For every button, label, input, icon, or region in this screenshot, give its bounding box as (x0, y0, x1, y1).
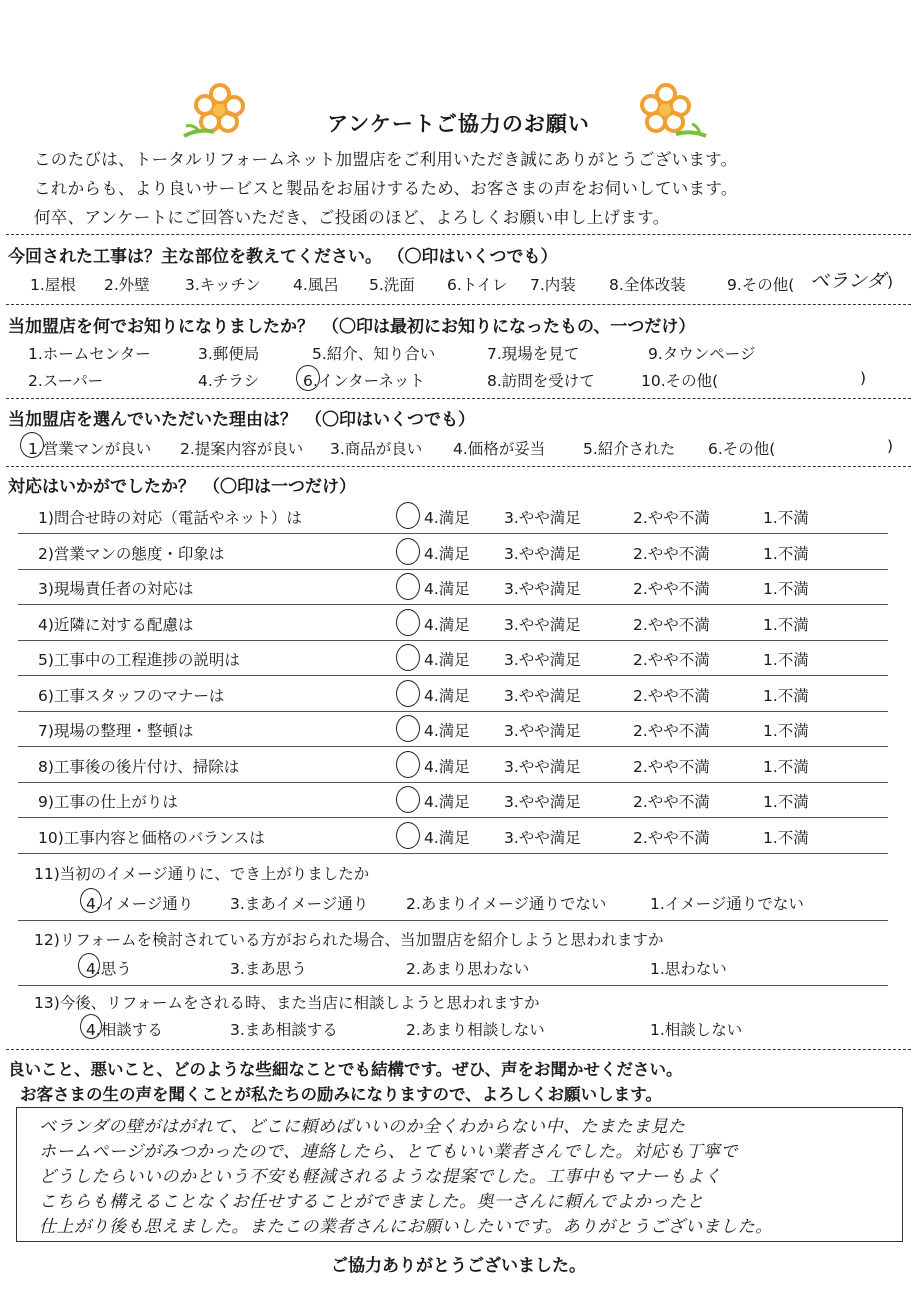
q4-item-1-option-2[interactable]: 2.やや不満 (633, 509, 710, 527)
q4-item-9: 9)工事の仕上がりは (38, 793, 178, 811)
selection-circle (396, 715, 420, 742)
comment-box[interactable] (16, 1107, 903, 1242)
row-divider (18, 711, 888, 712)
q3-other-close: ) (887, 437, 894, 455)
q12-question: 12)リフォームを検討されている方がおられた場合、当加盟店を紹介しようと思われますか (34, 931, 664, 949)
q1-option-roof[interactable]: 1.屋根 (30, 276, 76, 294)
q12-option-2[interactable]: 2.あまり思わない (406, 960, 530, 978)
q1-option-wall[interactable]: 2.外壁 (104, 276, 150, 294)
q4-item-8-option-1[interactable]: 1.不満 (763, 758, 809, 776)
q4-item-1-option-4[interactable]: 4.満足 (424, 509, 470, 527)
q3-option-other[interactable]: 6.その他( (708, 440, 776, 458)
q1-option-bath[interactable]: 4.風呂 (293, 276, 339, 294)
q4-item-7-option-4[interactable]: 4.満足 (424, 722, 470, 740)
comment-line-1: ベランダの壁がはがれて、どこに頼めばいいのか全くわからない中、たまたま見た (39, 1117, 686, 1137)
selection-circle (78, 953, 100, 978)
q4-item-3-option-1[interactable]: 1.不満 (763, 580, 809, 598)
q3-option-salesman[interactable]: 1.営業マンが良い (28, 440, 152, 458)
q4-item-5-option-1[interactable]: 1.不満 (763, 651, 809, 669)
q3-question: 当加盟店を選んでいただいた理由は？ （〇印はいくつでも） (8, 410, 475, 430)
q4-item-10-option-4[interactable]: 4.満足 (424, 829, 470, 847)
q1-option-kitchen[interactable]: 3.キッチン (185, 276, 261, 294)
selection-circle (396, 502, 420, 529)
q4-item-2-option-1[interactable]: 1.不満 (763, 545, 809, 563)
q2-option-home-center[interactable]: 1.ホームセンター (28, 345, 151, 363)
q4-item-7: 7)現場の整理・整頓は (38, 722, 194, 740)
q4-item-6-option-3[interactable]: 3.やや満足 (504, 687, 581, 705)
q1-handwritten-other: ベランダ (810, 270, 886, 292)
q4-question: 対応はいかがでしたか？ （〇印は一つだけ） (8, 477, 356, 497)
q4-item-1-option-3[interactable]: 3.やや満足 (504, 509, 581, 527)
q13-option-4[interactable]: 4.相談する (86, 1021, 163, 1039)
row-divider (18, 985, 888, 986)
selection-circle (396, 644, 420, 671)
q4-item-4-option-4[interactable]: 4.満足 (424, 616, 470, 634)
selection-circle (396, 538, 420, 565)
q4-item-10: 10)工事内容と価格のバランスは (38, 829, 265, 847)
q3-option-referred[interactable]: 5.紹介された (583, 440, 676, 458)
q4-item-5-option-4[interactable]: 4.満足 (424, 651, 470, 669)
q1-option-toilet[interactable]: 6.トイレ (447, 276, 508, 294)
q1-option-other[interactable]: 9.その他( (727, 276, 795, 294)
divider (6, 466, 911, 467)
q2-option-supermarket[interactable]: 2.スーパー (28, 372, 104, 390)
q2-option-other[interactable]: 10.その他( (641, 372, 719, 390)
q2-option-internet[interactable]: 6.インターネット (303, 372, 425, 390)
q2-option-post-office[interactable]: 3.郵便局 (198, 345, 260, 363)
q2-question: 当加盟店を何でお知りになりましたか？ （〇印は最初にお知りになったもの、一つだけ） (8, 317, 696, 337)
q4-item-3-option-3[interactable]: 3.やや満足 (504, 580, 581, 598)
q12-option-4[interactable]: 4.思う (86, 960, 132, 978)
selection-circle (80, 1014, 102, 1039)
q4-item-3: 3)現場責任者の対応は (38, 580, 194, 598)
q11-option-3[interactable]: 3.まあイメージ通り (230, 895, 369, 913)
q4-item-3-option-4[interactable]: 4.満足 (424, 580, 470, 598)
q4-item-5-option-2[interactable]: 2.やや不満 (633, 651, 710, 669)
q1-option-full[interactable]: 8.全体改装 (609, 276, 686, 294)
q2-option-town-page[interactable]: 9.タウンページ (648, 345, 756, 363)
q4-item-2-option-3[interactable]: 3.やや満足 (504, 545, 581, 563)
q4-item-4-option-3[interactable]: 3.やや満足 (504, 616, 581, 634)
comment-line-4: こちらも構えることなくお任せすることができました。奥一さんに頼んでよかったと (39, 1192, 704, 1212)
row-divider (18, 533, 888, 534)
selection-circle (396, 822, 420, 849)
q4-item-4: 4)近隣に対する配慮は (38, 616, 194, 634)
divider (6, 304, 911, 305)
q4-item-5-option-3[interactable]: 3.やや満足 (504, 651, 581, 669)
q13-question: 13)今後、リフォームをされる時、また当店に相談しようと思われますか (34, 994, 540, 1012)
q11-question: 11)当初のイメージ通りに、でき上がりましたか (34, 865, 370, 883)
q4-item-8-option-2[interactable]: 2.やや不満 (633, 758, 710, 776)
q4-item-2: 2)営業マンの態度・印象は (38, 545, 225, 563)
page-title: アンケートご協力のお願い (327, 112, 590, 136)
selection-circle (396, 680, 420, 707)
thanks-message: ご協力ありがとうございました。 (331, 1256, 586, 1276)
row-divider (18, 746, 888, 747)
q1-question: 今回された工事は？主な部位を教えてください。 （〇印はいくつでも） (8, 247, 558, 267)
q4-item-9-option-1[interactable]: 1.不満 (763, 793, 809, 811)
selection-circle (396, 609, 420, 636)
q1-option-interior[interactable]: 7.内装 (530, 276, 576, 294)
q4-item-7-option-3[interactable]: 3.やや満足 (504, 722, 581, 740)
comment-line-2: ホームページがみつかったので、連絡したら、とてもいい業者さんでした。対応も丁寧で (39, 1142, 738, 1162)
q1-other-close: ) (887, 273, 894, 291)
q4-item-9-option-3[interactable]: 3.やや満足 (504, 793, 581, 811)
q4-item-7-option-2[interactable]: 2.やや不満 (633, 722, 710, 740)
comments-prompt-2: お客さまの生の声を聞くことが私たちの励みになりますので、よろしくお願いします。 (20, 1085, 662, 1104)
q2-option-saw-site[interactable]: 7.現場を見て (487, 345, 580, 363)
q4-item-10-option-3[interactable]: 3.やや満足 (504, 829, 581, 847)
comment-line-5: 仕上がり後も思えました。またこの業者さんにお願いしたいです。ありがとうございました。 (39, 1217, 773, 1237)
q12-option-1[interactable]: 1.思わない (650, 960, 727, 978)
q11-option-4[interactable]: 4.イメージ通り (86, 895, 194, 913)
row-divider (18, 604, 888, 605)
selection-circle (296, 365, 320, 391)
q12-option-3[interactable]: 3.まあ思う (230, 960, 307, 978)
q3-option-price[interactable]: 4.価格が妥当 (453, 440, 546, 458)
q4-item-10-option-1[interactable]: 1.不満 (763, 829, 809, 847)
q4-item-1: 1)問合せ時の対応（電話やネット）は (38, 509, 302, 527)
q4-item-4-option-1[interactable]: 1.不満 (763, 616, 809, 634)
q4-item-4-option-2[interactable]: 2.やや不満 (633, 616, 710, 634)
q2-option-referral[interactable]: 5.紹介、知り合い (312, 345, 436, 363)
comments-prompt-1: 良いこと、悪いこと、どのような些細なことでも結構です。ぜひ、声をお聞かせください。 (8, 1060, 683, 1079)
q4-item-3-option-2[interactable]: 2.やや不満 (633, 580, 710, 598)
comment-line-3: どうしたらいいのかという不安も軽減されるような提案でした。工事中もマナーもよく (39, 1167, 722, 1187)
q4-item-6-option-2[interactable]: 2.やや不満 (633, 687, 710, 705)
q4-item-6-option-4[interactable]: 4.満足 (424, 687, 470, 705)
q1-option-washroom[interactable]: 5.洗面 (369, 276, 415, 294)
q4-item-6-option-1[interactable]: 1.不満 (763, 687, 809, 705)
q11-option-1[interactable]: 1.イメージ通りでない (650, 895, 804, 913)
row-divider (18, 817, 888, 818)
q4-item-2-option-4[interactable]: 4.満足 (424, 545, 470, 563)
q3-option-product[interactable]: 3.商品が良い (330, 440, 423, 458)
selection-circle (20, 432, 44, 458)
q2-option-flyer[interactable]: 4.チラシ (198, 372, 260, 390)
q4-item-9-option-2[interactable]: 2.やや不満 (633, 793, 710, 811)
intro-line-1: このたびは、トータルリフォームネット加盟店をご利用いただき誠にありがとうございます。 (34, 150, 738, 169)
q4-item-7-option-1[interactable]: 1.不満 (763, 722, 809, 740)
divider (6, 234, 911, 235)
intro-line-2: これからも、より良いサービスと製品をお届けするため、お客さまの声をお伺いしています。 (34, 179, 738, 198)
selection-circle (396, 786, 420, 813)
q4-item-8: 8)工事後の後片付け、掃除は (38, 758, 240, 776)
row-divider (18, 569, 888, 570)
divider (6, 398, 911, 399)
row-divider (18, 920, 888, 921)
q4-item-6: 6)工事スタッフのマナーは (38, 687, 225, 705)
q2-other-close: ) (860, 369, 867, 387)
q11-option-2[interactable]: 2.あまりイメージ通りでない (406, 895, 607, 913)
q4-item-9-option-4[interactable]: 4.満足 (424, 793, 470, 811)
row-divider (18, 853, 888, 854)
q13-option-3[interactable]: 3.まあ相談する (230, 1021, 338, 1039)
q4-item-8-option-4[interactable]: 4.満足 (424, 758, 470, 776)
q13-option-1[interactable]: 1.相談しない (650, 1021, 743, 1039)
q13-option-2[interactable]: 2.あまり相談しない (406, 1021, 545, 1039)
q4-item-2-option-2[interactable]: 2.やや不満 (633, 545, 710, 563)
q4-item-1-option-1[interactable]: 1.不満 (763, 509, 809, 527)
q4-item-8-option-3[interactable]: 3.やや満足 (504, 758, 581, 776)
row-divider (18, 675, 888, 676)
selection-circle (396, 751, 420, 778)
q2-option-visit[interactable]: 8.訪問を受けて (487, 372, 595, 390)
selection-circle (80, 888, 102, 913)
row-divider (18, 640, 888, 641)
selection-circle (396, 573, 420, 600)
q4-item-5: 5)工事中の工程進捗の説明は (38, 651, 240, 669)
q3-option-proposal[interactable]: 2.提案内容が良い (180, 440, 304, 458)
divider (6, 1049, 911, 1050)
row-divider (18, 782, 888, 783)
intro-line-3: 何卒、アンケートにご回答いただき、ご投函のほど、よろしくお願い申し上げます。 (34, 208, 670, 227)
q4-item-10-option-2[interactable]: 2.やや不満 (633, 829, 710, 847)
